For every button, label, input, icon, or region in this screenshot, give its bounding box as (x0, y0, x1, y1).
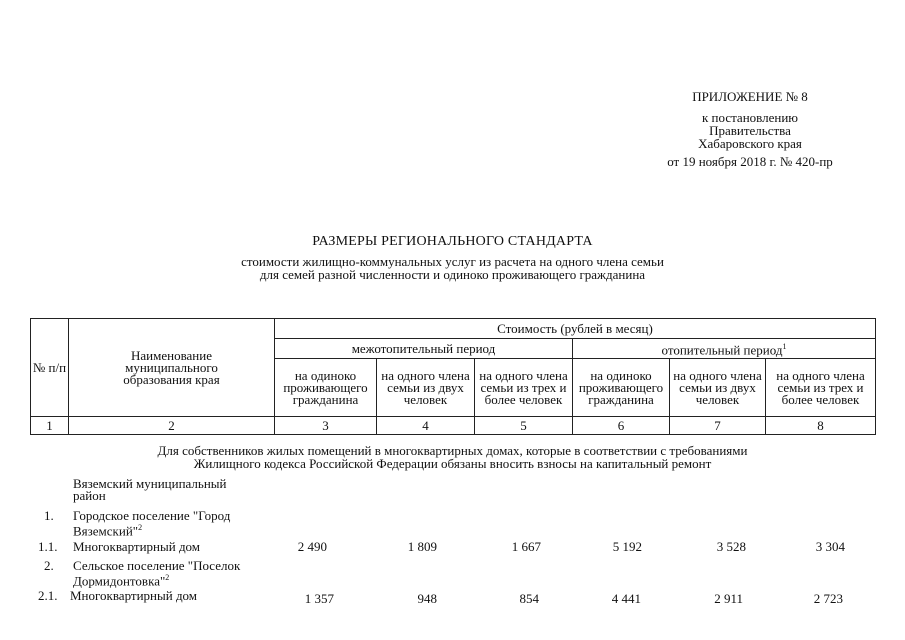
header-single: на одиноко проживающего гражданина (573, 359, 670, 417)
footnote-mark: 2 (165, 573, 170, 582)
settlement-line-text: Дормидонтовка" (73, 573, 166, 589)
column-index: 3 (275, 417, 377, 435)
value-cell: 3 528 (716, 539, 746, 554)
header-single: на одиноко проживающего гражданина (275, 359, 377, 417)
document-title: РАЗМЕРЫ РЕГИОНАЛЬНОГО СТАНДАРТА (312, 234, 593, 249)
value-cell: 5 192 (612, 539, 642, 554)
section-note-line: Для собственников жилых помещений в многоквартирных домах, которые в соответствии с требованиями (157, 443, 748, 458)
settlement-line (73, 572, 240, 587)
header-municipality: Наименование муниципального образования края (69, 319, 275, 417)
column-index: 7 (670, 417, 766, 435)
appendix-date: от 19 ноября 2018 г. № 420-пр (667, 154, 833, 169)
column-index: 1 (31, 417, 69, 435)
standard-table (30, 318, 876, 435)
settlement-name (73, 510, 230, 537)
column-index: 8 (766, 417, 876, 435)
appendix-line: Хабаровского края (698, 136, 802, 151)
footnote-mark: 1 (782, 341, 787, 351)
header-two-persons: на одного члена семьи из двух человек (377, 359, 475, 417)
header-three-persons: на одного члена семьи из трех и более человек (766, 359, 876, 417)
district-line: район (73, 488, 106, 503)
value-cell: 1 809 (407, 539, 437, 554)
section-note-line: Жилищного кодекса Российской Федерации обязаны вносить взносы на капитальный ремонт (193, 456, 712, 471)
footnote-mark: 2 (138, 523, 143, 532)
value-cell: 3 304 (815, 539, 845, 554)
header-heating-period (573, 339, 876, 359)
header-two-persons: на одного члена семьи из двух человек (670, 359, 766, 417)
row-label: Многоквартирный дом (73, 539, 201, 554)
heating-period-label: отопительный период (661, 342, 783, 358)
row-number: 2.1. (38, 588, 58, 603)
column-index: 2 (69, 417, 275, 435)
appendix-line: Правительства (709, 123, 791, 138)
value-cell: 854 (519, 591, 539, 606)
row-number: 1.1. (38, 539, 58, 554)
settlement-line: Городское поселение "Город (73, 508, 231, 523)
settlement-name (73, 560, 240, 587)
appendix-line: к постановлению (701, 110, 799, 125)
subtitle-line: стоимости жилищно-коммунальных услуг из расчета на одного члена семьи (241, 254, 664, 269)
value-cell: 4 441 (611, 591, 641, 606)
column-index: 6 (573, 417, 670, 435)
header-three-persons: на одного члена семьи из трех и более человек (475, 359, 573, 417)
value-cell: 2 723 (813, 591, 843, 606)
value-cell: 2 490 (297, 539, 327, 554)
row-number: 1. (44, 508, 54, 523)
header-number: № п/п (31, 319, 69, 417)
value-cell: 1 667 (511, 539, 541, 554)
column-index: 4 (377, 417, 475, 435)
subtitle-line: для семей разной численности и одиноко проживающего гражданина (259, 267, 646, 282)
settlement-line (73, 522, 230, 537)
value-cell: 948 (417, 591, 437, 606)
district-line: Вяземский муниципальный (73, 476, 227, 491)
header-cost: Стоимость (рублей в месяц) (275, 319, 876, 339)
district-name (73, 478, 227, 502)
section-note (0, 444, 905, 470)
value-cell: 1 357 (304, 591, 334, 606)
appendix-number: ПРИЛОЖЕНИЕ № 8 (692, 89, 808, 104)
header-interheating-period: межотопительный период (275, 339, 573, 359)
row-number: 2. (44, 558, 54, 573)
settlement-line-text: Вяземский" (73, 523, 139, 539)
row-label: Многоквартирный дом (70, 588, 198, 603)
value-cell: 2 911 (714, 591, 743, 606)
column-index: 5 (475, 417, 573, 435)
settlement-line: Сельское поселение "Поселок (73, 558, 241, 573)
document-subtitle (0, 255, 905, 281)
